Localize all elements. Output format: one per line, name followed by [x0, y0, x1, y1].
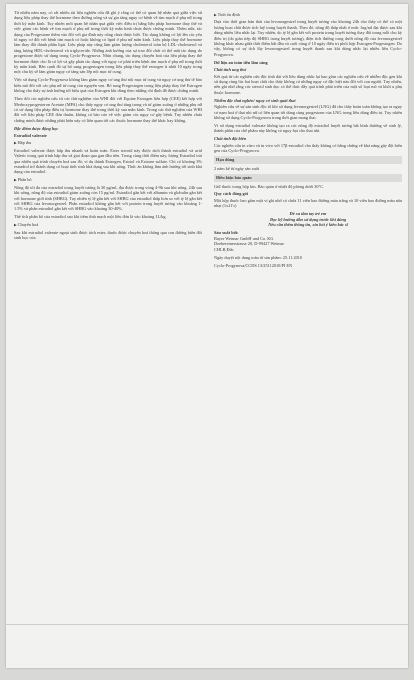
storage-heading: Điều kiện bảo quản: [214, 174, 402, 181]
shelf-life-heading: Hạn dùng: [214, 156, 402, 163]
subsection-heading: Chất tính ung thư: [214, 67, 247, 73]
subsection-heading: Chất tính đột biến: [214, 136, 247, 142]
paragraph: Nghiên cứu về sự sản sinh độc tố khi sử dụng levonorgestrel (LNG) đã cho thấy hoàn toàn không tạo ra nguy cơ nam hoá ở thai nhi nữ có liên quan tới dùng cùng progestone của LNG trong liều dùng điều trị. Tuy nhiên không sử dụng Cyclo-Progynova trong thời gian mang thai.: [214, 104, 402, 120]
manufacturer-line: Doebereinerstrasse 20, D-99427 Weimar: [214, 241, 284, 247]
subsection-heading: ▶ Chuyển hoá: [14, 222, 202, 228]
paragraph: Vì sử dụng estradiol valerate không tạo ra các nồng độ estradiol huyết tương bất bình thường về sinh lý, thành phần của chế phẩm này không có nguy hại cho thai nhi.: [214, 122, 402, 134]
paragraph: Từ nhiều năm nay, có rất nhiều tài liệu nghiên cứu đã ghi ý rằng có thể có quan hệ nhân quả giữa việc sử dụng liệu pháp thay thế hormone theo đường uống và sự gia tăng nguy cơ bệnh về tim mạch ở phụ nữ trong thời kỳ mãn kinh. Tuy nhiên mối quan hệ nhân quả giữa việc điều trị bằng liệu pháp hormone thay thế và việc giảm các bệnh về tim mạch ở phụ nữ trong thời kỳ mãn kinh chưa được chứng minh. Thêm nữa, tác dụng của Progestone thêm vào đối với gia đình này cũng chưa được biết. Tác dụng không có lợi lên các yếu tố nguy cơ đối với bệnh tim mạch có hoặc không có lipid ở phụ nữ mãn kinh. Liệu pháp thay thế hormone làm thay đổi thành phần lipit. Liệu pháp này cũng làm giảm lượng cholesterol toàn bộ LDL-cholesterol và tăng lượng HDL-cholesterol và triglyceride. Những ảnh hưởng của sự trao đổi chất có thể mất tác dụng do progestone được sử dụng trong Cyclo-Progynova. Nhìn chung, tác dụng chuyển hoá của liệu pháp thay thế hormone được cho là có lợi và gây phản tác dụng với nguy cơ phát triển bệnh tim mạch ở phụ nữ trong thời kỳ mãn kinh. Bên cạnh đó sự bổ sung progestogen trong liệu pháp thay thế estrogen ít nhất 10 ngày trong một chu kỳ sẽ làm giảm nguy cơ tăng sản lớp nội mạc tử cung.: [14, 10, 202, 75]
paragraph: Nồng độ tối đa của estradiol trong huyết tương là 30 pg/ml, đạt được trong vòng 4-9h sau khi uống. 24h sau khi uống, nồng độ của estradiol giảm xuống còn 15 pg/ml. Estradiol gắn kết với albumin và globulin gắn kết với hormone giới tính (SHBG). Tuy nhiên tỷ lệ gắn kết với SHBG của estradiol thấp hơn so với tỷ lệ gắn kết với SHBG của levonorgestrel. Phân estradiol không gắn kết với protein trong huyết tương vào khoảng 1-1.5% và phân estradiol gắn kết với SHBG vào khoảng 30-40%.: [14, 184, 202, 212]
subsection-heading: Nhiễm độc thai nghén/ nguy cơ sinh quái thai: [214, 97, 296, 103]
section-heading: Dữ liệu an toàn tiền lâm sàng: [214, 59, 268, 65]
right-column: [214, 10, 402, 271]
manufacturer-line: CHLB Đức: [214, 246, 234, 252]
subsection-heading: ▶ Hấp thu: [14, 140, 202, 146]
shelf-life-text: 2 năm kể từ ngày sản xuất: [214, 165, 260, 171]
paragraph: Estradiol valerate được hấp thu nhanh và hoàn toàn. Ester steroid này được tách thành estradiol và acid Valeric trong quá trình hấp thu và giai đoạn qua gan đầu tiên. Trong cùng thời điểm này, lượng Estradiol trải qua nhiều quá trình chuyển hoá sau đó, ví dụ thành Estrogen, Estriol và Estrone sulfate. Chỉ có khoảng 3% estradiol trở thành dạng có hoạt tính sinh khả dụng sau khi uống. Thức ăn không làm ảnh hưởng tới sinh khả dụng của estradiol.: [14, 147, 202, 175]
subsection-heading: ▶ Tình ổn định: [214, 12, 402, 18]
section-heading: Đặc điểm dược động học: [14, 125, 59, 131]
paragraph: Sau khi estradiol valerate ngoại sinh được tách ester, thuốc được chuyển hoá thông qua con đường biến đổi sinh học của: [14, 229, 202, 241]
manufacturer-heading: Sản xuất bởi:: [214, 230, 239, 236]
paragraph: Kết quả từ các nghiên cứu độc tính dài với liều dùng nhắc lại bao gồm các nghiên cứu về nhiễm độc gen khi sử dụng cùng lúc hai hoạt chất cho thấy không có những nguy cơ đặc biệt nào đối với con người. Tuy nhiên, nên ghi nhớ rằng các steroid sinh dục có thể thúc đẩy quá trình phát triển của một số loại mô và khối u phụ thuộc hormone.: [214, 73, 402, 95]
document-code: Cyclo-Progynova/CCDS 13/25112010/PI EN: [214, 262, 293, 268]
subsection-heading: ▶ Phân bố: [14, 177, 202, 183]
manufacturer-line: Bayer Weimar GmbH und Co. KG: [214, 235, 274, 241]
paragraph: Các nghiên cứu in vitro và in vivo với 17β-estradiol cho thấy không có bằng chứng về khả năng gây đột biến gen của Cyclo-Progynova.: [214, 142, 402, 153]
paragraph: Việc sử dụng Cyclo-Progynova không làm giảm nguy cơ ung thư nội mạc tử cung và nguy cơ ung thư tế bào biểu mô đối với các phụ nữ tử cung còn nguyên vẹn. Bổ sung Progestogen trong liệu pháp thay thế Estrogen không cho thấy sự ảnh hưởng tới hiệu quả của Estrogen khi dùng theo những chỉ định đã được chứng minh.: [14, 77, 202, 94]
fold-line: [6, 624, 408, 625]
packaging-heading: Quy cách đóng gói: [214, 191, 249, 197]
paragraph: Thể tích phân bố của estradiol sau khi tiêm tĩnh mạch một liều đơn là vào khoảng 1L/kg.: [14, 214, 167, 220]
leaflet-sheet: [6, 4, 408, 668]
left-column: [14, 10, 202, 243]
warning-line: Nếu cần thêm thông tin, xin hỏi ý kiến bác sĩ: [268, 222, 348, 227]
section-heading: Estradiol valerate: [14, 133, 47, 139]
paragraph: Theo dõi các nghiên cứu và các thử nghiệm của WHI đối với Equine Estrogen liên hợp (CEE) kết hợp với Medroxyprogesteron Acetate (MPA) cho thấy nguy cơ ung thư tăng trong và tử giảm xuống ở những phụ nữ có sử dụng liệu pháp điều trị hormone thay thế trong thời kỳ sau mãn kinh. Trong các thử nghiệm của WHI đối với liệu pháp CEE đơn thuần, không có bảo cáo về việc giảm các nguy cơ gây bệnh. Tuy nhiên chưa chứng minh được những phát hiện này có liên quan tới các thuốc hormone thay thế khác hay không.: [14, 96, 202, 123]
packaging-text: Một hộp thuốc bao gồm một vỉ ghi nhớ có chứa 11 viên bao đường màu trắng và 10 viên bao đường màu nâu nhạt (1x21's): [214, 197, 402, 209]
warning-line: Để xa tầm tay trẻ em: [289, 211, 327, 217]
paragraph: Dựa vào thời gian bán thải của levonorgestrel trong huyết tương vào khoảng 24h cho thấy có thể có một lượng hoạt chất được tích luỹ trong huyết thanh. Theo đó, nồng độ thấp nhất ở mức 1ng/ml đạt được sau khi dùng nhiều liều nhắc lại. Tuy nhiên, do tỷ lệ gắn kết với protein trong huyết tương thay đổi trong mỗi chu kỳ điều trị (do gián tiếp độ SHBG trong huyết tương), điện tích đường cong dưới nồng độ của levonorgestrel không khác nhau giữa thời điểm bắt đầu và cuối cùng ở 10 ngày điều trị phối hợp Estrogen-Progestogen. Do vậy, không có sự tích lũy levonorgestrel trong huyết thanh sau khi dùng nhắc lại nhiều liều Cyclo-Progynova.: [214, 19, 402, 57]
revision-date: Ngày duyệt nội dung toàn tờ sản phẩm: 25.11.2010: [214, 255, 303, 261]
storage-text: Giữ thuốc trong hộp kín. Bảo quản ở nhiệt độ phòng dưới 30°C.: [214, 183, 325, 189]
warning-line: Đọc kỹ hướng dẫn sử dụng trước khi dùng: [269, 216, 347, 222]
